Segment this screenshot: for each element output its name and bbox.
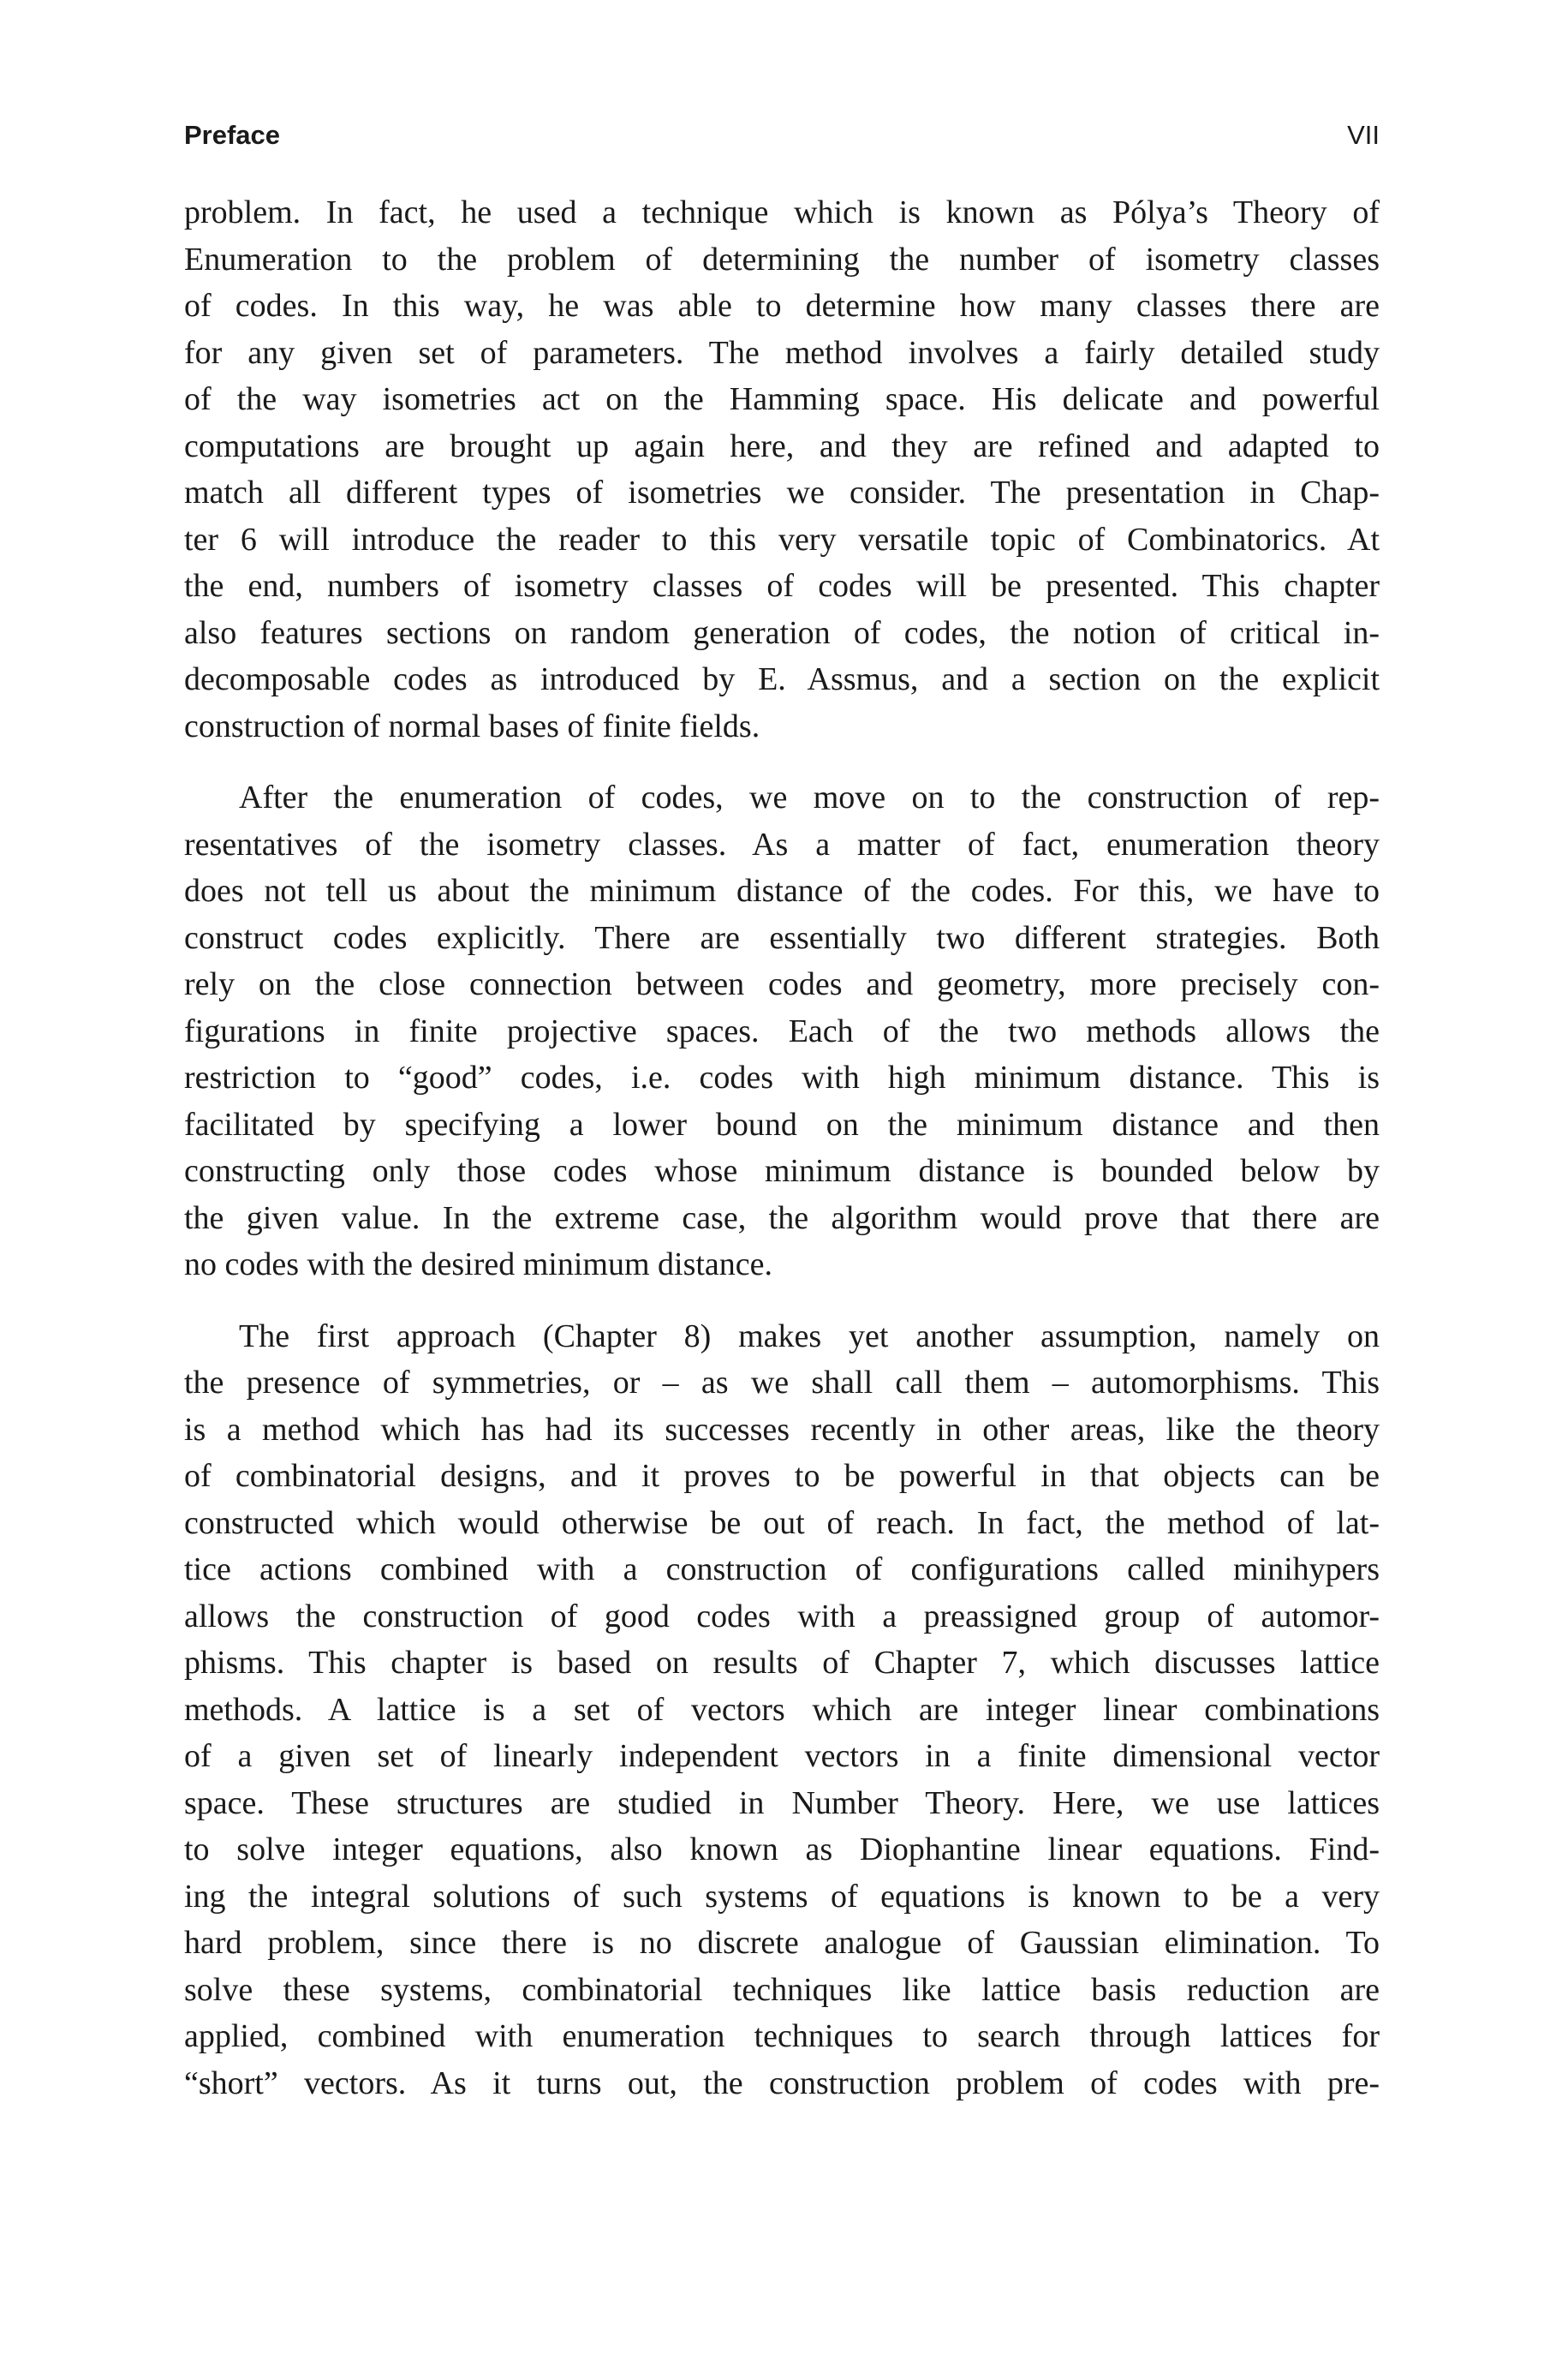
text-line: match all different types of isometries we consider. The presentation in Chap- <box>184 475 1380 511</box>
text-line: The first approach (Chapter 8) makes yet another assumption, namely on <box>239 1317 1380 1354</box>
text-line: resentatives of the isometry classes. As a matter of fact, enumeration theory <box>184 826 1380 863</box>
text-line: constructed which would otherwise be out of reach. In fact, the method of lat- <box>184 1504 1380 1541</box>
text-line: space. These structures are studied in Number Theory. Here, we use lattices <box>184 1784 1380 1821</box>
body-text <box>184 189 1380 2131</box>
text-line: no codes with the desired minimum distance. <box>184 1246 773 1282</box>
text-line: figurations in finite projective spaces. Each of the two methods allows the <box>184 1013 1380 1049</box>
text-line: for any given set of parameters. The method involves a fairly detailed study <box>184 334 1380 371</box>
text-line: constructing only those codes whose minimum distance is bounded below by <box>184 1153 1380 1189</box>
text-line: hard problem, since there is no discrete analogue of Gaussian elimination. To <box>184 1925 1380 1961</box>
text-line: After the enumeration of codes, we move on to the construction of rep- <box>239 780 1380 816</box>
text-line: construction of normal bases of finite fields. <box>184 708 760 744</box>
text-line: solve these systems, combinatorial techniques like lattice basis reduction are <box>184 1971 1380 2008</box>
text-line: to solve integer equations, also known as Diophantine linear equations. Find- <box>184 1831 1380 1867</box>
text-line: of combinatorial designs, and it proves to be powerful in that objects can be <box>184 1458 1380 1494</box>
text-line: phisms. This chapter is based on results of Chapter 7, which discusses lattice <box>184 1645 1380 1681</box>
text-line: construct codes explicitly. There are essentially two different strategies. Both <box>184 919 1380 956</box>
text-line: problem. In fact, he used a technique which is known as Pólya’s Theory of <box>184 194 1380 230</box>
text-line: is a method which has had its successes recently in other areas, like the theory <box>184 1411 1380 1448</box>
text-line: rely on the close connection between codes and geometry, more precisely con- <box>184 966 1380 1002</box>
text-line: of the way isometries act on the Hamming space. His delicate and powerful <box>184 381 1380 417</box>
text-line: Enumeration to the problem of determining the number of isometry classes <box>184 241 1380 278</box>
text-line: of codes. In this way, he was able to determine how many classes there are <box>184 288 1380 324</box>
paragraph <box>184 189 1380 750</box>
text-line: facilitated by specifying a lower bound on the minimum distance and then <box>184 1106 1380 1143</box>
text-line: decomposable codes as introduced by E. Assmus, and a section on the explicit <box>184 661 1380 697</box>
text-line: methods. A lattice is a set of vectors which are integer linear combinations <box>184 1691 1380 1728</box>
text-line: computations are brought up again here, and they are refined and adapted to <box>184 427 1380 464</box>
text-line: the end, numbers of isometry classes of codes will be presented. This chapter <box>184 568 1380 604</box>
text-line: the given value. In the extreme case, the algorithm would prove that there are <box>184 1199 1380 1236</box>
text-line: applied, combined with enumeration techniques to search through lattices for <box>184 2018 1380 2054</box>
page-number: VII <box>1347 120 1380 150</box>
text-line: ing the integral solutions of such systems of equations is known to be a very <box>184 1878 1380 1915</box>
text-line: allows the construction of good codes with a preassigned group of automor- <box>184 1598 1380 1634</box>
section-title: Preface <box>184 120 281 150</box>
paragraph <box>184 1313 1380 2107</box>
paragraph <box>184 774 1380 1288</box>
text-line: tice actions combined with a construction of configurations called minihypers <box>184 1551 1380 1587</box>
text-line: “short” vectors. As it turns out, the construction problem of codes with pre- <box>184 2064 1380 2101</box>
text-line: does not tell us about the minimum distance of the codes. For this, we have to <box>184 873 1380 909</box>
text-line: also features sections on random generation of codes, the notion of critical in- <box>184 614 1380 651</box>
text-line: restriction to “good” codes, i.e. codes with high minimum distance. This is <box>184 1060 1380 1096</box>
text-line: of a given set of linearly independent vectors in a finite dimensional vector <box>184 1738 1380 1774</box>
text-line: the presence of symmetries, or – as we shall call them – automorphisms. This <box>184 1365 1380 1401</box>
running-header <box>184 120 1380 158</box>
text-line: ter 6 will introduce the reader to this very versatile topic of Combinatorics. At <box>184 521 1380 558</box>
